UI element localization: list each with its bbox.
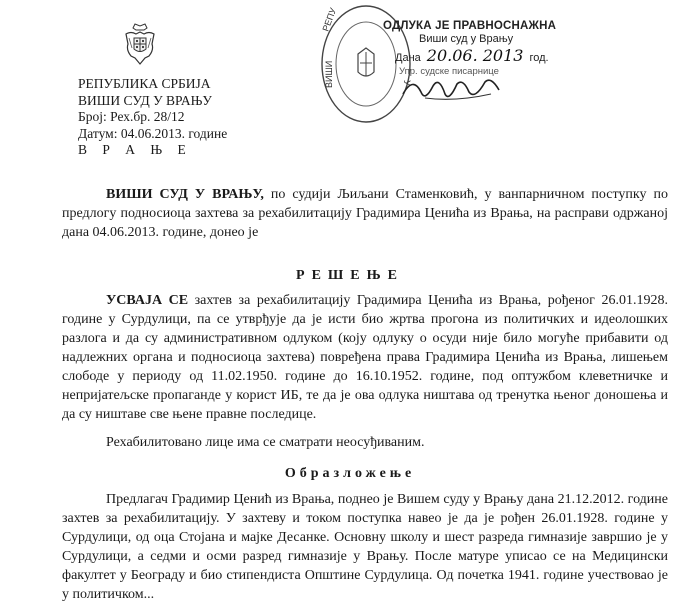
svg-text:РЕПУ: РЕПУ	[320, 6, 339, 33]
republic-name: РЕПУБЛИКА СРБИЈА	[78, 76, 211, 91]
intro-paragraph	[62, 185, 668, 242]
stamp-signatory: Упр. судске писарнице	[399, 66, 499, 77]
rehabilitation-line: Рехабилитовано лице има се сматрати неосуђиваним.	[106, 435, 425, 450]
reasoning-heading: Образложење	[284, 466, 416, 481]
finality-stamp	[383, 20, 569, 78]
coat-of-arms-icon	[123, 22, 157, 68]
svg-text:У: У	[402, 80, 412, 86]
stamp-date-suffix: год.	[529, 52, 549, 64]
verdict-paragraph	[62, 291, 668, 424]
intro-text: по судији Љиљани Стаменковић, у ванпарничном поступку по предлогу подносиоца захтева за рехабилитацију Градимира Ценића из Врања, на расправи одржаној дана 04.06.2013. године, донео је	[62, 187, 668, 240]
svg-text:ВИШИ: ВИШИ	[324, 60, 334, 88]
stamp-date-value: 20.06. 2013	[426, 46, 524, 65]
intro-court-name: ВИШИ СУД У ВРАЊУ,	[106, 187, 264, 202]
court-name: ВИШИ СУД У ВРАЊУ	[78, 92, 212, 108]
verdict-lead: УСВАЈА СЕ	[106, 293, 189, 308]
document-date: Датум: 04.06.2013. године	[78, 125, 228, 141]
reasoning-paragraph: Предлагач Градимир Ценић из Врања, поднео је Вишем суду у Врању дана 21.12.2012. године захтев за рехабилитацију. У захтеву и током поступка навео је да је рођен 26.01.1928. године у Сурдулици, од оца Стојана и мајке Десанке. Основну школу и шест разреда гимназије завршио је у Сурдулици, а седми и осми разред гимназије у Врању. После матуре уписао се на Медицински факултет у Београду и био стипендиста Општине Сурдулица. Од почетка 1941. године учествовао је у политичком...	[62, 492, 668, 602]
decision-heading: РЕШЕЊЕ	[296, 268, 404, 283]
verdict-text: захтев за рехабилитацију Градимира Ценића из Врања, рођеног 26.01.1928. године у Сурдулици, па се утврђује да је исти био жртва прогона из политичких и идеолошких разлога и да су административном одлуком (коју одлуку о осуди није било могуће прибавити од надлежних органа и подносиоца захтева) повређена права Градимира Ценића из Врања, лишењем слободе у периоду од 11.02.1950. године до 16.10.1952. године, под оптужбом клеветничке и непријатељске пропаганде у корист ИБ, те да је ова одлука ништава од тренутка њеног доношења и да су ништаве све њене правне последице.	[62, 293, 668, 422]
stamp-title: ОДЛУКА ЈЕ ПРАВНОСНАЖНА	[383, 20, 557, 32]
city-name: В Р А Њ Е	[78, 142, 192, 157]
stamp-date-prefix: Дана	[395, 52, 421, 64]
handwritten-signature	[395, 72, 515, 108]
case-number: Број: Рех.бр. 28/12	[78, 109, 185, 124]
court-header	[78, 76, 227, 159]
stamp-court: Виши суд у Врању	[419, 33, 514, 45]
